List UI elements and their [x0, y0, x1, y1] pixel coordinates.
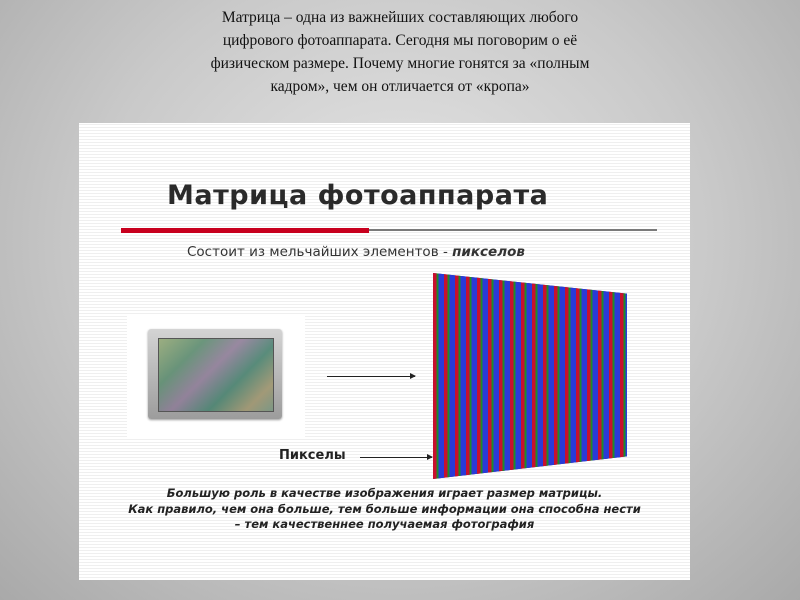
title-underline-gray [369, 229, 657, 231]
intro-line: Матрица – одна из важнейших составляющих любого [221, 9, 579, 26]
slide-subtitle [187, 244, 525, 260]
sensor-frame [148, 329, 282, 419]
slide-title: Матрица фотоаппарата [167, 180, 549, 211]
intro-line: кадром», чем он отличается от «кропа» [270, 78, 530, 95]
arrow-icon [327, 376, 415, 377]
title-underline-red [121, 228, 369, 233]
caption-line: – тем качественнее получаемая фотография [234, 517, 535, 531]
sensor-chip [158, 338, 274, 412]
intro-line: цифрового фотоаппарата. Сегодня мы поговорим о её [222, 32, 578, 49]
subtitle-text: Состоит из мельчайших элементов - [187, 244, 453, 260]
sensor-photo [127, 315, 305, 437]
pixels-label: Пикселы [279, 448, 346, 463]
subtitle-emphasis: пикселов [452, 244, 525, 260]
pixels-arrow-icon [360, 457, 432, 458]
slide-image [79, 123, 690, 580]
intro-line: физическом размере. Почему многие гонятся за «полным [210, 55, 590, 72]
slide-caption [79, 486, 690, 533]
intro-text [95, 6, 705, 98]
caption-line: Большую роль в качестве изображения играет размер матрицы. [166, 486, 603, 500]
pixel-mosaic [433, 273, 627, 479]
caption-line: Как правило, чем она больше, тем больше информации она способна нести [128, 501, 641, 516]
